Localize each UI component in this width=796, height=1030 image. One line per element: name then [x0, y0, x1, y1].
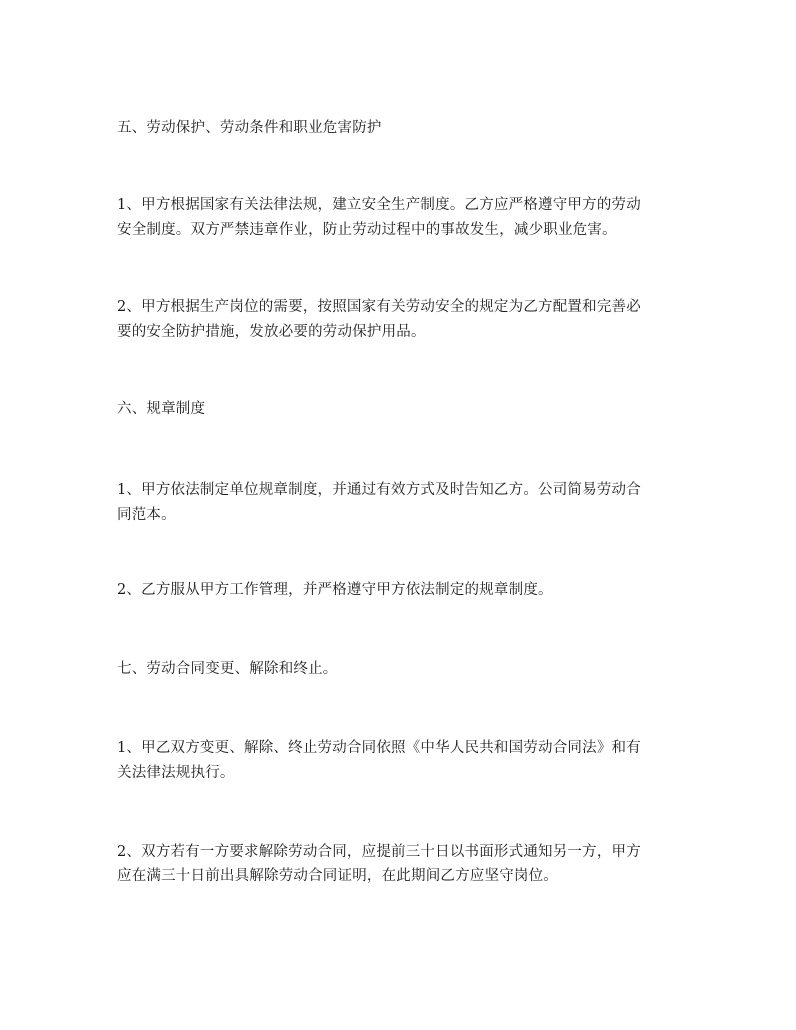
- paragraph-line: 1、甲方根据国家有关法律法规，建立安全生产制度。乙方应严格遵守甲方的劳动: [117, 197, 641, 213]
- paragraph-line: 关法律法规执行。: [117, 765, 235, 781]
- paragraph-line: 2、双方若有一方要求解除劳动合同，应提前三十日以书面形式通知另一方，甲方: [117, 844, 641, 860]
- section-heading-5: 五、劳动保护、劳动条件和职业危害防护: [117, 120, 382, 136]
- paragraph-line: 应在满三十日前出具解除劳动合同证明，在此期间乙方应坚守岗位。: [117, 868, 558, 884]
- section-heading-7: 七、劳动合同变更、解除和终止。: [117, 661, 338, 677]
- paragraph-line: 同范本。: [117, 507, 176, 523]
- paragraph-line: 2、甲方根据生产岗位的需要，按照国家有关劳动安全的规定为乙方配置和完善必: [117, 299, 641, 315]
- paragraph-line: 要的安全防护措施，发放必要的劳动保护用品。: [117, 324, 426, 340]
- paragraph-line: 1、甲乙双方变更、解除、终止劳动合同依照《中华人民共和国劳动合同法》和有: [117, 740, 641, 756]
- paragraph-line: 2、乙方服从甲方工作管理，并严格遵守甲方依法制定的规章制度。: [117, 582, 553, 598]
- paragraph-line: 1、甲方依法制定单位规章制度，并通过有效方式及时告知乙方。公司简易劳动合: [117, 482, 641, 498]
- section-heading-6: 六、规章制度: [117, 401, 206, 417]
- paragraph-line: 安全制度。双方严禁违章作业，防止劳动过程中的事故发生，减少职业危害。: [117, 222, 617, 238]
